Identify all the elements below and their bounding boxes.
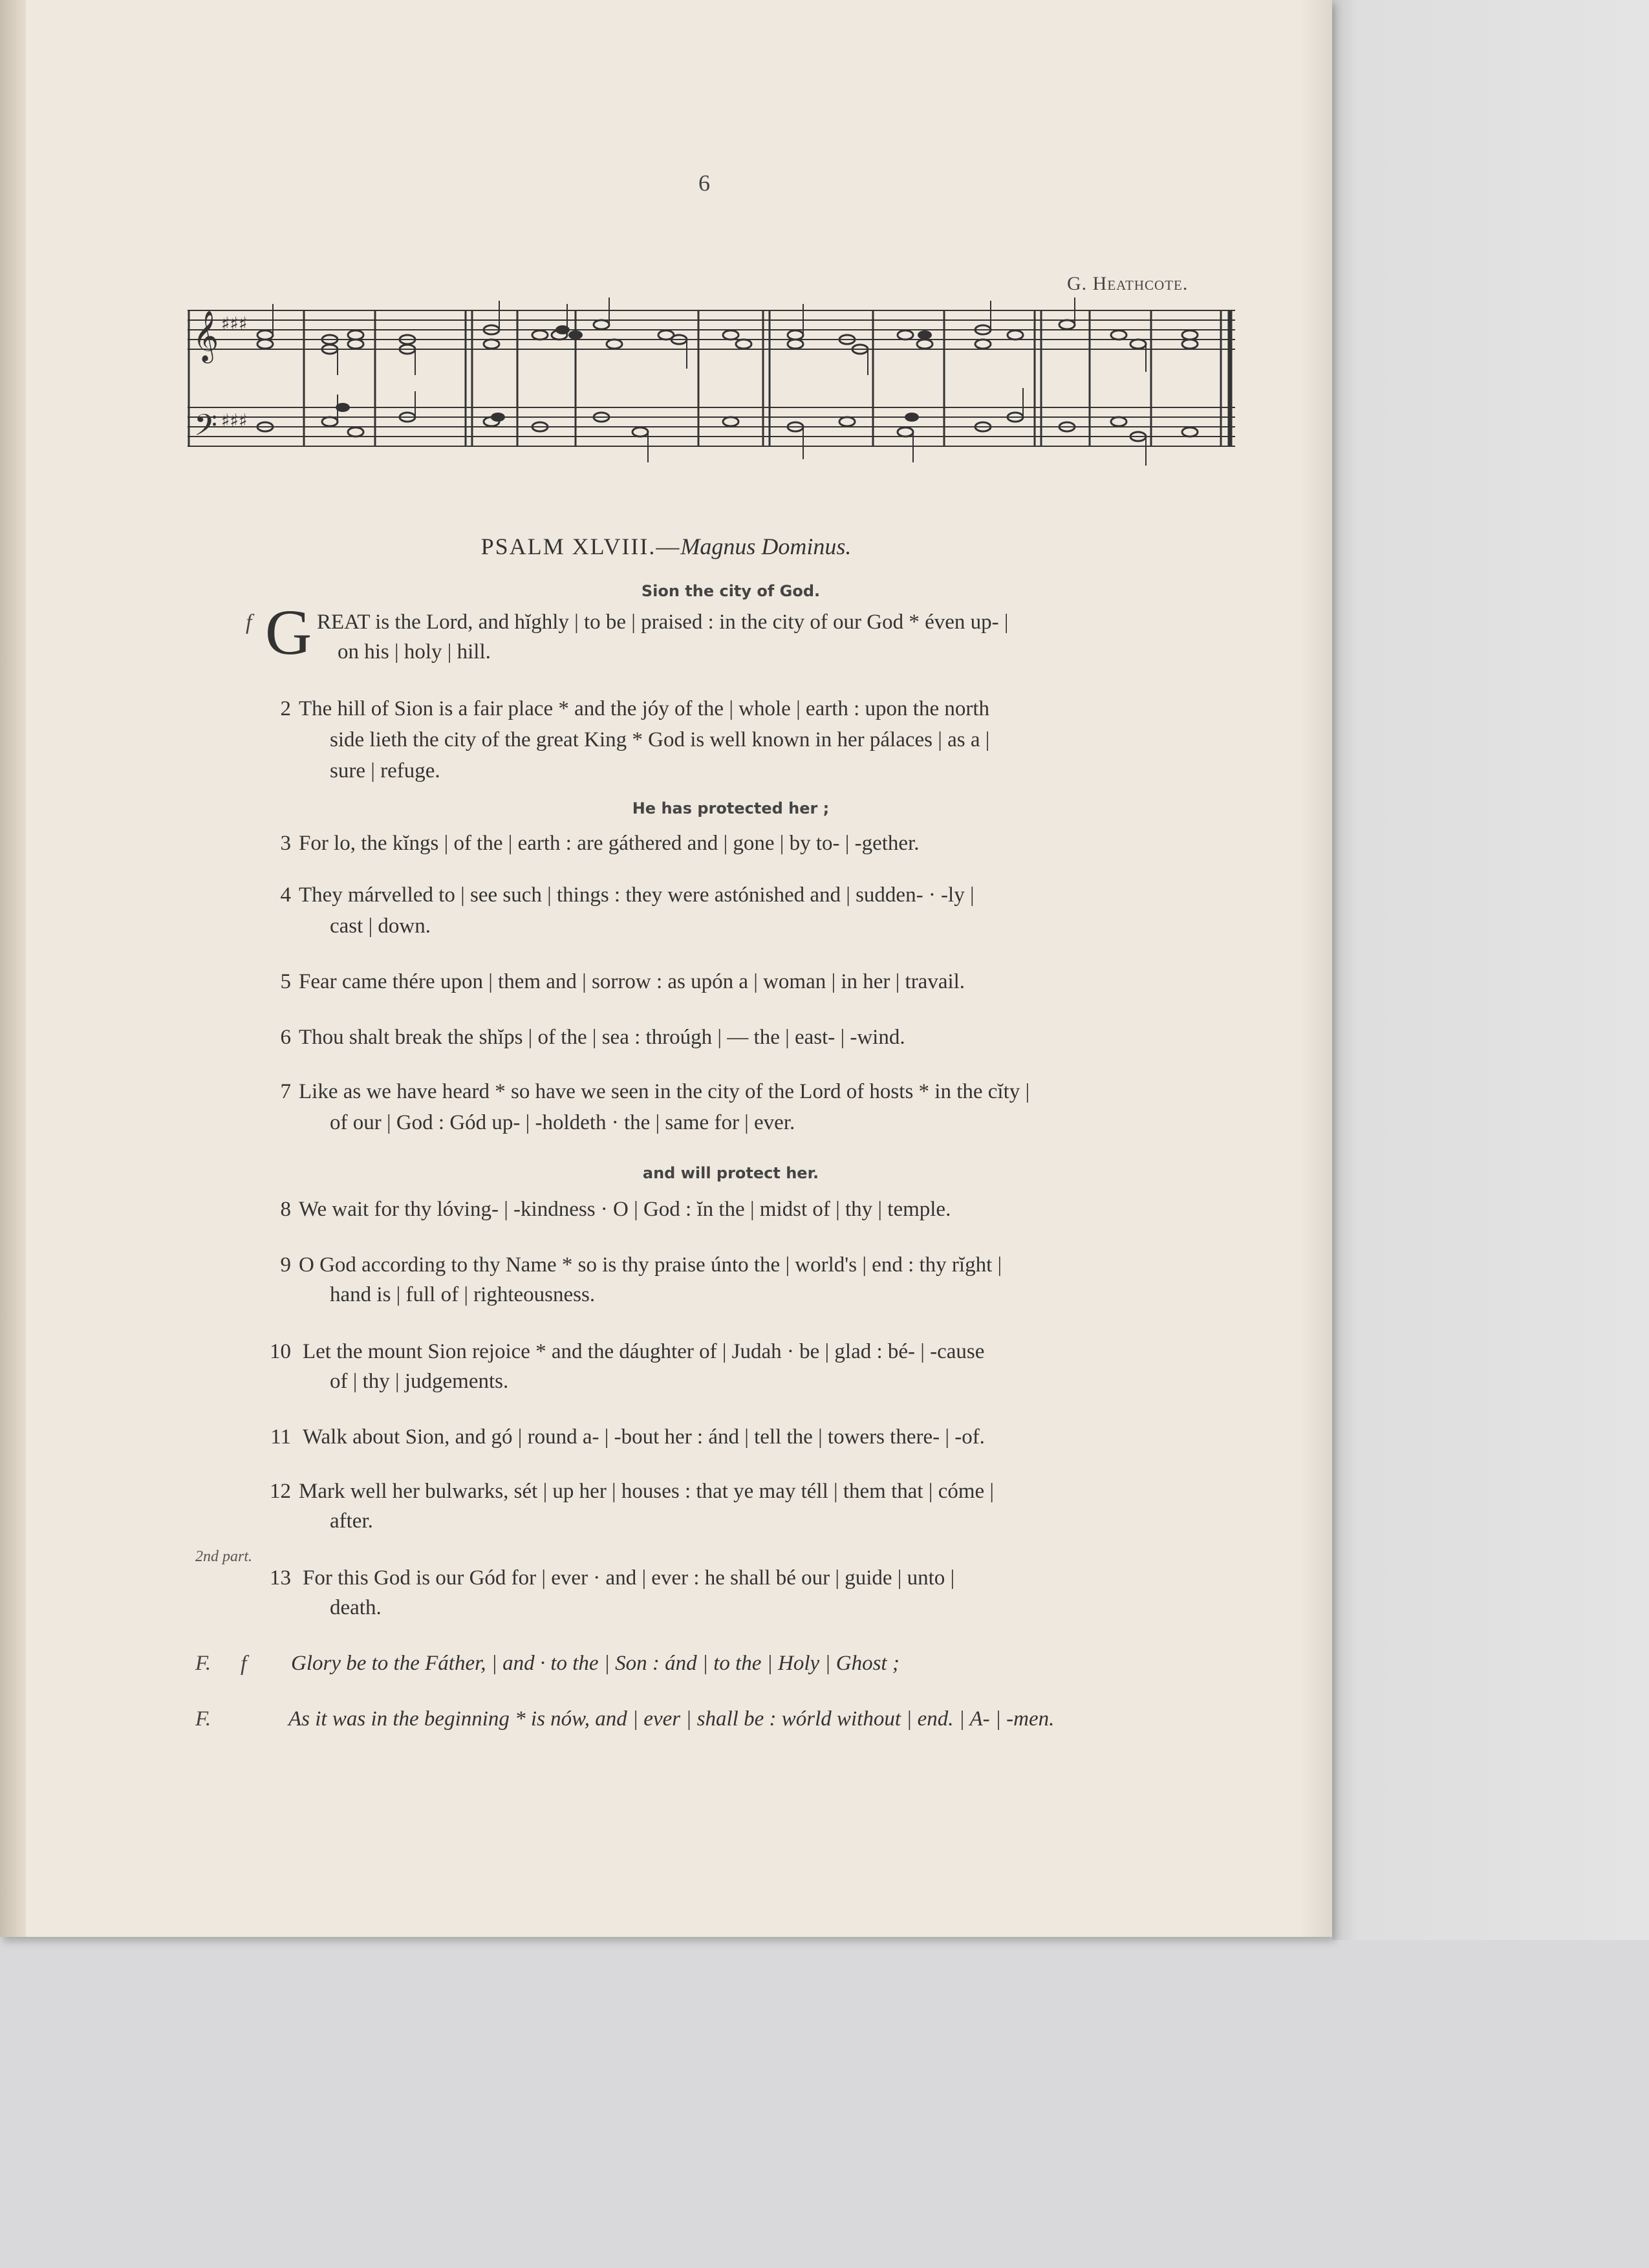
verse-5-line-1: Fear came thére upon | them and | sorrow : as upón a | woman | in her | travail. bbox=[299, 970, 965, 993]
verse-10-line-2: of | thy | judgements. bbox=[330, 1370, 509, 1393]
verse-9-line-1: O God according to thy Name * so is thy praise únto the | world's | end : thy rĭght | bbox=[299, 1253, 1002, 1277]
verse-number: 4 bbox=[280, 883, 291, 907]
verse-number: 9 bbox=[280, 1253, 291, 1277]
verse-1-line-2: on his | holy | hill. bbox=[338, 640, 491, 664]
psalm-title-latin: Magnus Dominus. bbox=[680, 534, 852, 559]
verse-2-line-3: sure | refuge. bbox=[330, 759, 440, 783]
verse-4-line-2: cast | down. bbox=[330, 914, 431, 938]
section-heading-1: Sion the city of God. bbox=[641, 582, 821, 600]
section-heading-2: He has protected her ; bbox=[632, 799, 830, 817]
dynamic-marking: f bbox=[246, 610, 252, 634]
section-heading-3: and will protect her. bbox=[642, 1164, 819, 1182]
verse-6-line-1: Thou shalt break the shĭps | of the | sea : throúgh | — the | east- | -wind. bbox=[299, 1026, 905, 1049]
verse-number: 13 bbox=[270, 1566, 291, 1590]
gloria-label: F. bbox=[195, 1652, 211, 1675]
verse-2-line-1: The hill of Sion is a fair place * and the jóy of the | whole | earth : upon the north bbox=[299, 697, 990, 720]
verse-7-line-1: Like as we have heard * so have we seen in the city of the Lord of hosts * in the cĭty | bbox=[299, 1080, 1030, 1103]
key-signature-treble: ♯♯♯ bbox=[221, 313, 248, 334]
chant-score bbox=[188, 297, 1235, 491]
verse-7-line-2: of our | God : Gód up- | -holdeth · the | same for | ever. bbox=[330, 1111, 795, 1134]
page-fold-shadow bbox=[1300, 0, 1332, 1937]
verse-4-line-1: They márvelled to | see such | things : they were astónished and | sudden- · -ly | bbox=[299, 883, 975, 907]
psalm-title-number: PSALM XLVIII.— bbox=[480, 534, 681, 559]
verse-number: 2 bbox=[280, 697, 291, 720]
gloria-label: F. bbox=[195, 1707, 211, 1731]
key-signature-bass: ♯♯♯ bbox=[221, 410, 248, 431]
verse-number: 12 bbox=[270, 1480, 291, 1503]
drop-cap: G bbox=[265, 596, 312, 668]
verse-13-line-2: death. bbox=[330, 1596, 382, 1619]
page-number: 6 bbox=[698, 170, 710, 196]
verse-11-line-1: Walk about Sion, and gó | round a- | -bout her : ánd | tell the | towers there- | -of. bbox=[303, 1425, 985, 1449]
verse-number: 3 bbox=[280, 832, 291, 855]
verse-9-line-2: hand is | full of | righteousness. bbox=[330, 1283, 596, 1306]
second-part-note: 2nd part. bbox=[195, 1548, 253, 1565]
verse-number: 6 bbox=[280, 1026, 291, 1049]
bass-clef-icon: 𝄢 bbox=[194, 408, 218, 450]
background-bottom bbox=[0, 1940, 1649, 2268]
verse-3-line-1: For lo, the kĭngs | of the | earth : are gáthered and | gone | by to- | -gether. bbox=[299, 832, 920, 855]
verse-number: 11 bbox=[270, 1425, 291, 1449]
verse-10-line-1: Let the mount Sion rejoice * and the dáughter of | Judah · be | glad : bé- | -cause bbox=[303, 1340, 985, 1363]
verse-number: 7 bbox=[280, 1080, 291, 1103]
verse-number: 10 bbox=[270, 1340, 291, 1363]
page-edge bbox=[0, 0, 26, 1937]
note-heads bbox=[257, 320, 1198, 441]
verse-13-line-1: For this God is our Gód for | ever · and | ever : he shall bé our | guide | unto | bbox=[303, 1566, 955, 1590]
gloria-line-1: Glory be to the Fáther, | and · to the | Son : ánd | to the | Holy | Ghost ; bbox=[291, 1652, 900, 1675]
verse-8-line-1: We wait for thy lóving- | -kindness · O | God : ĭn the | midst of | thy | temple. bbox=[299, 1198, 951, 1221]
verse-number: 5 bbox=[280, 970, 291, 993]
treble-clef-icon: 𝄞 bbox=[193, 310, 219, 362]
verse-number: 8 bbox=[280, 1198, 291, 1221]
verse-1-line-1: REAT is the Lord, and hĭghly | to be | praised : in the city of our God * éven up- | bbox=[317, 610, 1009, 634]
treble-staff bbox=[188, 310, 1235, 349]
bass-staff bbox=[188, 407, 1235, 446]
verse-2-line-2: side lieth the city of the great King * God is well known in her pálaces | as a | bbox=[330, 728, 990, 751]
note-stems bbox=[273, 297, 1146, 466]
gloria-dynamic: f bbox=[241, 1652, 247, 1676]
gloria-line-2: As it was in the beginning * is nów, and | ever | shall be : wórld without | end. | A- | -men. bbox=[288, 1707, 1055, 1731]
composer-credit: G. Heathcote. bbox=[1067, 273, 1189, 294]
verse-12-line-1: Mark well her bulwarks, sét | up her | houses : that ye may téll | them that | cóme | bbox=[299, 1480, 995, 1503]
verse-12-line-2: after. bbox=[330, 1509, 373, 1533]
psalm-title bbox=[0, 533, 1332, 560]
background-right bbox=[1332, 0, 1649, 1947]
